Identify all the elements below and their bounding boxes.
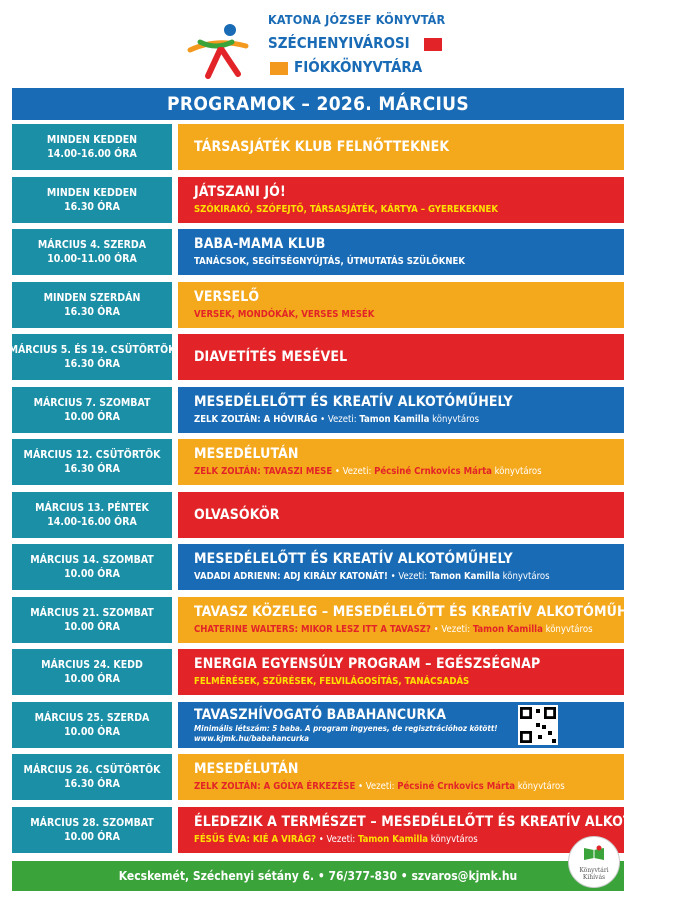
program-row bbox=[12, 387, 624, 433]
leader-role: könyvtáros bbox=[545, 624, 593, 635]
program-day: MÁRCIUS 14. SZOMBAT bbox=[30, 554, 154, 566]
program-date bbox=[12, 597, 172, 643]
program-description: FÉSŰS ÉVA: KIÉ A VIRÁG? bbox=[194, 834, 317, 845]
page-title: PROGRAMOK – 2026. MÁRCIUS bbox=[12, 88, 624, 120]
program-day: MÁRCIUS 7. SZOMBAT bbox=[33, 397, 151, 409]
program-title: TÁRSASJÁTÉK KLUB FELNŐTTEKNEK bbox=[194, 138, 450, 155]
program-day: MINDEN SZERDÁN bbox=[43, 292, 141, 304]
program-time: 14.00-16.00 ÓRA bbox=[47, 516, 137, 528]
program-day: MÁRCIUS 26. CSÜTÖRTÖK bbox=[23, 764, 161, 776]
red-square-decoration bbox=[424, 38, 442, 51]
leader-name: Tamon Kamilla bbox=[359, 414, 430, 425]
program-day: MÁRCIUS 21. SZOMBAT bbox=[30, 607, 154, 619]
program-subtitle bbox=[194, 413, 624, 426]
program-description: ZELK ZOLTÁN: A HÓVIRÁG bbox=[194, 414, 318, 425]
program-title: BABA-MAMA KLUB bbox=[194, 236, 326, 252]
library-header bbox=[0, 0, 636, 86]
program-time: 10.00 ÓRA bbox=[64, 568, 120, 580]
program-time: 16.30 ÓRA bbox=[64, 358, 120, 370]
program-date bbox=[12, 702, 172, 748]
program-date bbox=[12, 439, 172, 485]
program-day: MÁRCIUS 5. ÉS 19. CSÜTÖRTÖK bbox=[8, 344, 176, 356]
program-time: 10.00-11.00 ÓRA bbox=[47, 253, 137, 265]
program-row bbox=[12, 124, 624, 170]
leader-prefix: Vezeti: bbox=[327, 414, 357, 425]
program-subtitle bbox=[194, 308, 624, 321]
program-subtitle bbox=[194, 570, 624, 583]
program-event bbox=[178, 387, 624, 433]
program-description: FELMÉRÉSEK, SZŰRÉSEK, FELVILÁGOSÍTÁS, TANÁCSADÁS bbox=[194, 676, 470, 687]
program-title: TAVASZHÍVOGATÓ BABAHANCURKA bbox=[194, 706, 447, 723]
program-title: OLVASÓKÖR bbox=[194, 506, 280, 523]
program-time: 16.30 ÓRA bbox=[64, 306, 120, 318]
program-description: VADADI ADRIENN: ADJ KIRÁLY KATONÁT! bbox=[194, 571, 388, 582]
program-row bbox=[12, 282, 624, 328]
program-subtitle bbox=[194, 623, 624, 636]
program-event bbox=[178, 544, 624, 590]
library-name: KATONA JÓZSEF KÖNYVTÁR bbox=[268, 12, 446, 27]
leader-prefix: Vezeti: bbox=[365, 781, 395, 792]
program-title: VERSELŐ bbox=[194, 289, 260, 305]
program-event bbox=[178, 177, 624, 223]
program-row bbox=[12, 597, 652, 643]
footer-contact: Kecskemét, Széchenyi sétány 6. • 76/377-830 • szvaros@kjmk.hu bbox=[12, 861, 624, 891]
program-date bbox=[12, 807, 172, 853]
program-date bbox=[12, 544, 172, 590]
program-time: 10.00 ÓRA bbox=[64, 726, 120, 738]
leader-name: Tamon Kamilla bbox=[357, 834, 429, 845]
program-event bbox=[178, 124, 624, 170]
program-time: 16.30 ÓRA bbox=[64, 778, 120, 790]
bullet-separator: • bbox=[332, 466, 343, 477]
leader-name: Tamon Kamilla bbox=[429, 571, 500, 582]
bullet-separator: • bbox=[317, 414, 328, 425]
program-time: 10.00 ÓRA bbox=[64, 621, 120, 633]
program-date bbox=[12, 124, 172, 170]
program-subtitle bbox=[194, 780, 624, 793]
konyvtari-kihivas-badge bbox=[568, 836, 620, 888]
qr-code-icon[interactable] bbox=[518, 705, 558, 745]
program-row bbox=[12, 544, 624, 590]
program-time: 16.30 ÓRA bbox=[64, 463, 120, 475]
leader-role: könyvtáros bbox=[430, 834, 478, 845]
program-event bbox=[178, 229, 624, 275]
program-title: JÁTSZANI JÓ! bbox=[194, 184, 286, 200]
leader-prefix: Vezeti: bbox=[441, 624, 471, 635]
program-subtitle bbox=[194, 724, 624, 734]
program-day: MÁRCIUS 13. PÉNTEK bbox=[35, 502, 149, 514]
program-day: MÁRCIUS 28. SZOMBAT bbox=[30, 817, 154, 829]
bullet-separator: • bbox=[387, 571, 399, 582]
runner-logo-icon bbox=[186, 20, 252, 80]
program-row bbox=[12, 807, 700, 853]
leader-prefix: Vezeti: bbox=[326, 834, 356, 845]
program-description: CHATERINE WALTERS: MIKOR LESZ ITT A TAVASZ? bbox=[194, 624, 431, 635]
program-day: MINDEN KEDDEN bbox=[46, 187, 138, 199]
program-event bbox=[178, 754, 624, 800]
program-time: 10.00 ÓRA bbox=[64, 673, 120, 685]
badge-label: Könyvtári Kihívás bbox=[579, 867, 609, 881]
program-date bbox=[12, 387, 172, 433]
program-date bbox=[12, 229, 172, 275]
leader-role: könyvtáros bbox=[432, 414, 480, 425]
program-row bbox=[12, 649, 624, 695]
program-description: TANÁCSOK, SEGÍTSÉGNYÚJTÁS, ÚTMUTATÁS SZÜLŐKNEK bbox=[194, 256, 466, 267]
leader-role: könyvtáros bbox=[494, 466, 542, 477]
program-subtitle bbox=[194, 255, 624, 268]
program-event bbox=[178, 702, 624, 748]
program-description: VERSEK, MONDÓKÁK, VERSES MESÉK bbox=[194, 309, 375, 320]
bullet-separator: • bbox=[355, 781, 366, 792]
bullet-separator: • bbox=[430, 624, 442, 635]
program-title: MESEDÉLUTÁN bbox=[194, 761, 299, 777]
program-day: MÁRCIUS 12. CSÜTÖRTÖK bbox=[23, 449, 161, 461]
leader-name: Tamon Kamilla bbox=[472, 624, 543, 635]
program-description: Minimális létszám: 5 baba. A program ingyenes, de regisztrációhoz kötött! bbox=[194, 723, 498, 733]
leader-prefix: Vezeti: bbox=[398, 571, 428, 582]
leader-role: könyvtáros bbox=[502, 571, 550, 582]
program-description: SZÓKIRAKÓ, SZÓFEJTŐ, TÁRSASJÁTÉK, KÁRTYA – GYEREKEKNEK bbox=[194, 204, 498, 215]
program-date bbox=[12, 649, 172, 695]
program-row bbox=[12, 492, 624, 538]
program-title: ENERGIA EGYENSÚLY PROGRAM – EGÉSZSÉGNAP bbox=[194, 656, 541, 672]
orange-square-decoration bbox=[270, 62, 288, 75]
leader-role: könyvtáros bbox=[517, 781, 565, 792]
program-day: MÁRCIUS 25. SZERDA bbox=[34, 712, 150, 724]
bullet-separator: • bbox=[316, 834, 327, 845]
program-event bbox=[178, 334, 624, 380]
program-row bbox=[12, 229, 624, 275]
program-subtitle bbox=[194, 675, 624, 688]
program-row bbox=[12, 439, 624, 485]
program-row bbox=[12, 177, 624, 223]
book-icon bbox=[583, 845, 605, 861]
program-event bbox=[178, 597, 652, 643]
program-day: MÁRCIUS 4. SZERDA bbox=[37, 239, 147, 251]
program-date bbox=[12, 492, 172, 538]
program-date bbox=[12, 177, 172, 223]
program-row bbox=[12, 754, 624, 800]
program-event bbox=[178, 492, 624, 538]
program-day: MÁRCIUS 24. KEDD bbox=[41, 659, 143, 671]
program-title: ÉLEDEZIK A TERMÉSZET – MESEDÉLELŐTT ÉS KREATÍV ALKOTÓMŰHELY bbox=[194, 814, 700, 830]
program-date bbox=[8, 334, 176, 380]
program-title: MESEDÉLELŐTT ÉS KREATÍV ALKOTÓMŰHELY bbox=[194, 394, 513, 410]
program-title: TAVASZ KÖZELEG – MESEDÉLELŐTT ÉS KREATÍV ALKOTÓMŰHELY bbox=[194, 604, 652, 620]
leader-name: Pécsiné Crnkovics Márta bbox=[397, 781, 516, 792]
program-event bbox=[178, 649, 624, 695]
program-title: MESEDÉLELŐTT ÉS KREATÍV ALKOTÓMŰHELY bbox=[194, 551, 513, 567]
program-subtitle bbox=[194, 203, 624, 216]
program-date bbox=[12, 282, 172, 328]
program-day: MINDEN KEDDEN bbox=[46, 134, 138, 146]
leader-name: Pécsiné Crnkovics Márta bbox=[374, 466, 492, 477]
program-event bbox=[178, 807, 700, 853]
program-time: 14.00-16.00 ÓRA bbox=[47, 148, 137, 160]
program-description: ZELK ZOLTÁN: TAVASZI MESE bbox=[194, 466, 333, 477]
program-time: 10.00 ÓRA bbox=[64, 411, 120, 423]
library-district: SZÉCHENYIVÁROSI bbox=[268, 34, 410, 52]
program-subtitle bbox=[194, 465, 624, 478]
program-event bbox=[178, 439, 624, 485]
program-event bbox=[178, 282, 624, 328]
program-subtitle bbox=[194, 833, 624, 846]
program-time: 16.30 ÓRA bbox=[64, 201, 120, 213]
library-branch: FIÓKKÖNYVTÁRA bbox=[294, 58, 423, 76]
registration-link[interactable]: www.kjmk.hu/babahancurka bbox=[194, 733, 310, 743]
program-title: DIAVETÍTÉS MESÉVEL bbox=[194, 348, 348, 365]
program-row bbox=[8, 334, 624, 380]
program-date bbox=[12, 754, 172, 800]
program-title: MESEDÉLUTÁN bbox=[194, 446, 299, 462]
program-description: ZELK ZOLTÁN: A GÓLYA ÉRKEZÉSE bbox=[194, 781, 356, 792]
leader-prefix: Vezeti: bbox=[342, 466, 372, 477]
program-row bbox=[12, 702, 624, 748]
program-time: 10.00 ÓRA bbox=[64, 831, 120, 843]
